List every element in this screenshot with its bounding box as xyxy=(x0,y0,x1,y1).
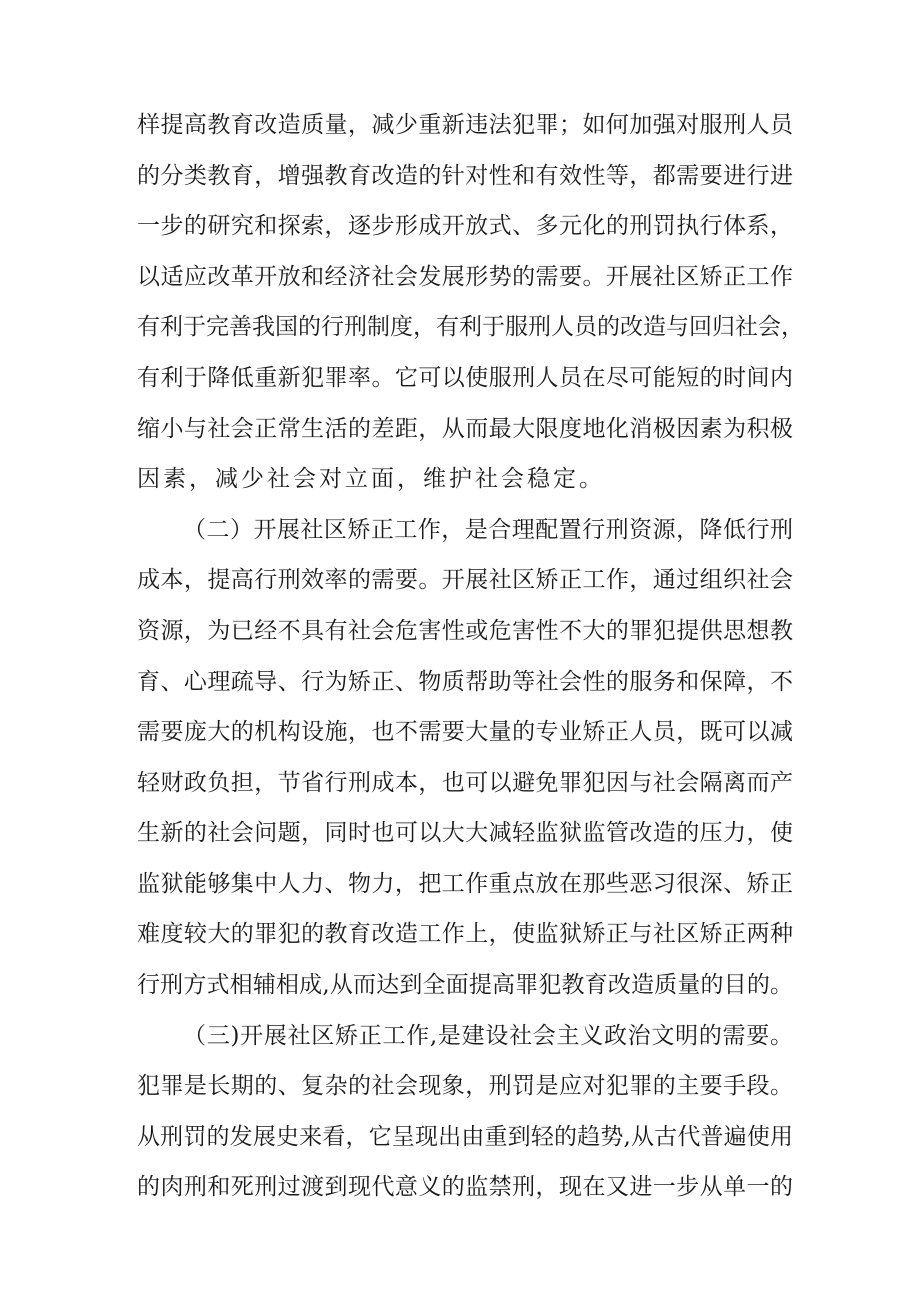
text-line: 有利于完善我国的行刑制度，有利于服刑人员的改造与回归社会， xyxy=(137,314,804,340)
text-line: 从刑罚的发展史来看，它呈现出由重到轻的趋势,从古代普遍使用 xyxy=(137,1124,793,1150)
text-line: 的分类教育，增强教育改造的针对性和有效性等，都需要进行进 xyxy=(137,163,793,189)
text-line: 有利于降低重新犯罪率。它可以使服刑人员在尽可能短的时间内 xyxy=(137,365,793,391)
text-line: 需要庞大的机构设施，也不需要大量的专业矫正人员，既可以减 xyxy=(137,719,793,745)
text-line: 因素，减少社会对立面，维护社会稳定。 xyxy=(137,466,605,492)
text-line: 的肉刑和死刑过渡到现代意义的监禁刑，现在又进一步从单一的 xyxy=(137,1174,793,1200)
text-line: 轻财政负担，节省行刑成本，也可以避免罪犯因与社会隔离而产 xyxy=(137,770,793,796)
text-line: 资源，为已经不具有社会危害性或危害性不大的罪犯提供思想教 xyxy=(137,618,793,644)
text-line: 行刑方式相辅相成,从而达到全面提高罪犯教育改造质量的目的。 xyxy=(137,972,793,998)
text-line: 犯罪是长期的、复杂的社会现象，刑罚是应对犯罪的主要手段。 xyxy=(137,1073,793,1099)
text-line: 缩小与社会正常生活的差距，从而最大限度地化消极因素为积极 xyxy=(137,416,793,442)
text-line: 监狱能够集中人力、物力，把工作重点放在那些恶习很深、矫正 xyxy=(137,871,793,897)
text-line: 以适应改革开放和经济社会发展形势的需要。开展社区矫正工作 xyxy=(137,264,793,290)
paragraph-heading-3: （三)开展社区矫正工作,是建设社会主义政治文明的需要。 xyxy=(183,1023,793,1049)
text-line: 难度较大的罪犯的教育改造工作上，使监狱矫正与社区矫正两种 xyxy=(137,921,793,947)
text-line: 生新的社会问题，同时也可以大大减轻监狱监管改造的压力，使 xyxy=(137,820,793,846)
text-line: 育、心理疏导、行为矫正、物质帮助等社会性的服务和保障，不 xyxy=(137,669,793,695)
text-line: 成本，提高行刑效率的需要。开展社区矫正工作，通过组织社会 xyxy=(137,567,793,593)
text-line: 一步的研究和探索，逐步形成开放式、多元化的刑罚执行体系， xyxy=(137,213,793,239)
paragraph-heading-2: （二）开展社区矫正工作，是合理配置行刑资源，降低行刑 xyxy=(183,517,793,543)
text-line: 样提高教育改造质量，减少重新违法犯罪；如何加强对服刑人员 xyxy=(137,112,793,138)
